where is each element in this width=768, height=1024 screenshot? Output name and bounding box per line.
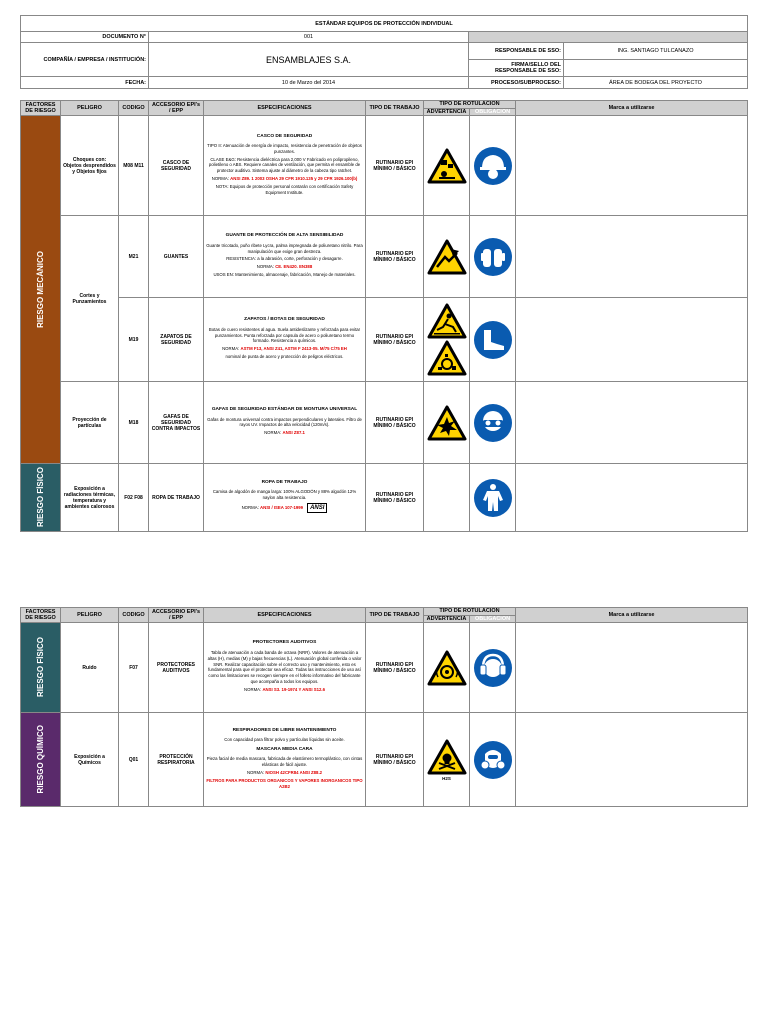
warning-slippery-floor-icon	[427, 303, 467, 339]
codigo-cell: M21	[119, 216, 149, 298]
spec-title: ZAPATOS / BOTAS DE SEGURIDAD	[244, 317, 325, 323]
accesorio-cell: CASCO DE SEGURIDAD	[149, 116, 204, 216]
col-especificaciones: ESPECIFICACIONES	[204, 608, 366, 623]
table-row	[21, 623, 748, 713]
peligro-cell: Cortes y Punzamientos	[61, 216, 119, 382]
category-quimico	[21, 713, 61, 807]
spec-cell	[204, 713, 366, 807]
accesorio-cell: GAFAS DE SEGURIDAD CONTRA IMPACTOS	[149, 382, 204, 464]
advertencia-cell	[424, 713, 470, 807]
norma-value: ANSI Z89. 1 2003 OSHA 29 CFR 1910.135 y 29 CFR 1926.100(b)	[230, 176, 358, 182]
category-label: RIESGO FÍSICO	[36, 467, 45, 528]
spec-subtitle: MASCARA MEDIA CARA	[256, 746, 313, 752]
doc-number-label: DOCUMENTO N°	[21, 32, 149, 43]
category-label: RIESGO MECÁNICO	[36, 251, 45, 328]
spec-cell	[204, 116, 366, 216]
resp-sso-value: ING. SANTIAGO TULCANAZO	[564, 43, 748, 60]
spec-cell	[204, 464, 366, 532]
proceso-value: ÁREA DE BODEGA DEL PROYECTO	[564, 77, 748, 89]
advertencia-cell	[424, 116, 470, 216]
mandatory-helmet-icon	[473, 146, 513, 186]
spec-text: Guante tricotado, puño ribete Lycra, palma impregnada de poliuretano nitrilo. Para manipulación que exige gran destreza.	[206, 242, 363, 254]
marca-cell	[516, 382, 748, 464]
col-obligacion: OBLIGACION	[470, 615, 516, 623]
advertencia-cell	[424, 623, 470, 713]
tipo-trabajo-cell: RUTINARIO EPI MÍNIMO / BÁSICO	[366, 298, 424, 382]
obligacion-cell	[470, 216, 516, 298]
mandatory-gloves-icon	[473, 237, 513, 277]
codigo-cell: Q01	[119, 713, 149, 807]
norma-label: NORMA:	[222, 346, 240, 352]
spec-text: Tabla de atenuación a cada banda de octava (NRR). Valores de atenuación a altas (H), medias (M) y bajas frecuencias (L). Atenuación global conferida o valor SNR. Realizar capacitación sobre el correcto uso y mantenimiento, esto es fundamental para que el protector sea eficaz. Todas las instrucciones de uso así como las limitaciones se recogen siempre en el folleto informativo del fabricante que acompaña a todos los equipos.	[207, 649, 362, 684]
spec-text: CLASE E&G: Resistencia dieléctrica para 2,000 V Fabricado en polipropileno, polietileno o ABS. Requiere canales de ventilación, que permita el ensamble de protector auditivo. Sistema ajuste al diámetro de la cabeza tipo ratchet.	[208, 156, 361, 174]
norma-line	[206, 503, 363, 513]
mandatory-earmuffs-icon	[473, 648, 513, 688]
category-fisico	[21, 464, 61, 532]
obligacion-cell	[470, 116, 516, 216]
norma-line	[206, 770, 363, 776]
marca-cell	[516, 464, 748, 532]
col-rotulacion: TIPO DE ROTULACION	[424, 608, 516, 616]
codigo-cell: F07	[119, 623, 149, 713]
obligacion-cell	[470, 623, 516, 713]
epp-table-1	[20, 100, 748, 532]
warning-projection-icon	[427, 405, 467, 441]
spec-text: nominal de punta de acero y protección de peligros eléctricos.	[225, 353, 344, 359]
spec-title: ROPA DE TRABAJO	[261, 479, 308, 485]
norma-label: NORMA:	[256, 264, 274, 270]
spec-text: Botas de cuero resistentes al agua. Suela antideslizante y reforzada para evitar punzamientos. Punta reforzada por capsula de acero o poliuretano termo formado. Resistencia a químicos.	[208, 326, 361, 344]
tipo-trabajo-cell: RUTINARIO EPI MÍNIMO / BÁSICO	[366, 464, 424, 532]
col-tipo-trabajo: TIPO DE TRABAJO	[366, 608, 424, 623]
peligro-cell: Choques con: Objetos desprendidos y Objetos fijos	[61, 116, 119, 216]
advertencia-cell	[424, 298, 470, 382]
document-title: ESTÁNDAR EQUIPOS DE PROTECCIÓN INDIVIDUAL	[21, 16, 748, 32]
tipo-trabajo-cell: RUTINARIO EPI MÍNIMO / BÁSICO	[366, 713, 424, 807]
norma-line	[206, 264, 363, 270]
tipo-trabajo-cell: RUTINARIO EPI MÍNIMO / BÁSICO	[366, 116, 424, 216]
spec-text: RESISTENCIA: a la abrasión, corte, perforación y desagarre.	[226, 256, 343, 262]
norma-value: ANSI S3. 19-1974 Y ANSI S12.6	[262, 686, 325, 692]
category-label: RIESGO FÍSICO	[36, 637, 45, 698]
sign-caption: H2S	[442, 776, 451, 781]
norma-line	[206, 176, 363, 182]
spec-cell	[204, 298, 366, 382]
codigo-cell: M08 M11	[119, 116, 149, 216]
fecha-value: 10 de Marzo del 2014	[149, 77, 469, 89]
spec-cell	[204, 623, 366, 713]
marca-cell	[516, 298, 748, 382]
table-row	[21, 713, 748, 807]
advertencia-cell	[424, 464, 470, 532]
proceso-label: PROCESO/SUBPROCESO:	[469, 77, 564, 89]
column-header-row	[21, 608, 748, 616]
norma-label: NORMA:	[246, 769, 265, 775]
table-row	[21, 116, 748, 216]
obligacion-cell	[470, 713, 516, 807]
norma-label: NORMA:	[241, 504, 259, 510]
mandatory-respirator-icon	[473, 740, 513, 780]
advertencia-cell	[424, 382, 470, 464]
advertencia-cell	[424, 216, 470, 298]
norma-line	[206, 430, 363, 436]
firma-value	[564, 60, 748, 77]
spec-cell	[204, 382, 366, 464]
ansi-logo: ANSI	[307, 503, 327, 513]
col-accesorio: ACCESORIO EPI's / EPP	[149, 101, 204, 116]
warning-noise-icon	[427, 650, 467, 686]
col-obligacion: OBLIGACION	[470, 108, 516, 116]
peligro-cell: Proyección de partículas	[61, 382, 119, 464]
mandatory-suit-icon	[473, 478, 513, 518]
warning-falling-objects-icon	[427, 148, 467, 184]
doc-number-value: 001	[149, 32, 469, 43]
norma-value: CE. EN420. EN388	[275, 264, 313, 270]
header-table	[20, 15, 748, 89]
marca-cell	[516, 216, 748, 298]
fecha-label: FECHA:	[21, 77, 149, 89]
col-peligro: PELIGRO	[61, 608, 119, 623]
col-codigo: CODIGO	[119, 608, 149, 623]
spec-text: TIPO II: Atenuación de energía de impacto, resistencia de penetración de objetos punzantes.	[207, 143, 362, 154]
norma-extra: FILTROS PARA PRODUCTOS ORGANICOS Y VAPORES INORGANICOS TIPO A2B2	[206, 777, 363, 789]
warning-toxic-icon	[427, 739, 467, 775]
norma-line	[206, 346, 363, 352]
category-mecanico	[21, 116, 61, 464]
peligro-cell: Exposición a radiaciones térmicas, temperatura y ambientes calorosos	[61, 464, 119, 532]
warning-cut-icon	[427, 239, 467, 275]
col-factores: FACTORES DE RIESGO	[21, 608, 61, 623]
norma-value: NIOSH 42CFR84 ANSI Z88.2	[265, 769, 323, 775]
peligro-cell: Exposición a Químicos	[61, 713, 119, 807]
accesorio-cell: PROTECCIÓN RESPIRATORIA	[149, 713, 204, 807]
accesorio-cell: PROTECTORES AUDITIVOS	[149, 623, 204, 713]
col-peligro: PELIGRO	[61, 101, 119, 116]
spec-text: NOTA: Equipos de protección personal contarán con certificación Safety Equipment Institute.	[215, 183, 354, 195]
header-gray-cell	[469, 32, 748, 43]
col-marca: Marca a utilizarse	[516, 608, 748, 623]
company-value: ENSAMBLAJES S.A.	[149, 43, 469, 77]
mandatory-goggles-icon	[473, 403, 513, 443]
norma-label: NORMA:	[244, 686, 262, 692]
norma-line	[206, 687, 363, 693]
resp-sso-label: RESPONSABLE DE SSO:	[469, 43, 564, 60]
col-especificaciones: ESPECIFICACIONES	[204, 101, 366, 116]
spec-text: Pieza facial de media mascara, fabricada de elastómero termoplástico, con cintas elásticas de fácil ajuste.	[206, 756, 363, 768]
codigo-cell: M18	[119, 382, 149, 464]
column-header-row	[21, 101, 748, 109]
spec-text: Con capacidad para filtrar polvo y partículas líquidas sin aceite.	[224, 737, 345, 743]
col-marca: Marca a utilizarse	[516, 101, 748, 116]
marca-cell	[516, 116, 748, 216]
accesorio-cell: ROPA DE TRABAJO	[149, 464, 204, 532]
norma-value: ANSI Z87.1	[282, 430, 305, 436]
company-label: COMPAÑÍA / EMPRESA / INSTITUCIÓN:	[21, 43, 149, 77]
marca-cell	[516, 623, 748, 713]
norma-label: NORMA:	[211, 176, 229, 182]
epp-table-2	[20, 607, 748, 807]
tipo-trabajo-cell: RUTINARIO EPI MÍNIMO / BÁSICO	[366, 623, 424, 713]
col-rotulacion: TIPO DE ROTULACION	[424, 101, 516, 109]
table-row	[21, 298, 748, 382]
spec-cell	[204, 216, 366, 298]
codigo-cell: F02 F08	[119, 464, 149, 532]
mandatory-boots-icon	[473, 320, 513, 360]
category-label: RIESGO QUÍMICO	[36, 725, 45, 794]
col-advertencia: ADVERTENCIA	[424, 615, 470, 623]
tipo-trabajo-cell: RUTINARIO EPI MÍNIMO / BÁSICO	[366, 382, 424, 464]
peligro-cell: Ruido	[61, 623, 119, 713]
table-row	[21, 382, 748, 464]
table-row	[21, 216, 748, 298]
spec-title: GAFAS DE SEGURIDAD ESTÁNDAR DE MONTURA UNIVERSAL	[211, 407, 358, 413]
spec-title: GUANTE DE PROTECCIÓN DE ALTA SENSIBILIDAD	[225, 233, 344, 239]
col-tipo-trabajo: TIPO DE TRABAJO	[366, 101, 424, 116]
firma-label: FIRMA/SELLO DEL RESPONSABLE DE SSO:	[469, 60, 564, 77]
accesorio-cell: ZAPATOS DE SEGURIDAD	[149, 298, 204, 382]
norma-value: ASTM F13, ANSI Z41, ASTM F 2413-05. M/75 C/75 EH	[240, 346, 347, 352]
col-accesorio: ACCESORIO EPI's / EPP	[149, 608, 204, 623]
table-row	[21, 464, 748, 532]
tipo-trabajo-cell: RUTINARIO EPI MÍNIMO / BÁSICO	[366, 216, 424, 298]
col-factores: FACTORES DE RIESGO	[21, 101, 61, 116]
obligacion-cell	[470, 298, 516, 382]
warning-debris-icon	[427, 340, 467, 376]
spec-text: Gafas de montura universal contra impactos perpendiculares y laterales. Filtro de rayos UV. Impactos de alta velocidad (120m/s).	[207, 416, 362, 428]
spec-text: Camisa de algodón de manga larga: 100% ALGODÓN y 88% algodón 12% naylon alta resistencia.	[212, 489, 357, 501]
spec-title: PROTECTORES AUDITIVOS	[252, 640, 317, 646]
norma-value: ANSI / ISEA 107-1999	[259, 504, 304, 510]
spec-title: CASCO DE SEGURIDAD	[256, 133, 313, 139]
spec-text: USOS EN: Mantenimiento, almacenaje, fabricación, Manejo de materiales.	[213, 271, 356, 277]
accesorio-cell: GUANTES	[149, 216, 204, 298]
category-fisico	[21, 623, 61, 713]
obligacion-cell	[470, 382, 516, 464]
spec-title: RESPIRADORES DE LIBRE MANTENIMIENTO	[232, 727, 337, 733]
col-codigo: CODIGO	[119, 101, 149, 116]
norma-label: NORMA:	[264, 430, 282, 436]
obligacion-cell	[470, 464, 516, 532]
codigo-cell: M19	[119, 298, 149, 382]
marca-cell	[516, 713, 748, 807]
col-advertencia: ADVERTENCIA	[424, 108, 470, 116]
